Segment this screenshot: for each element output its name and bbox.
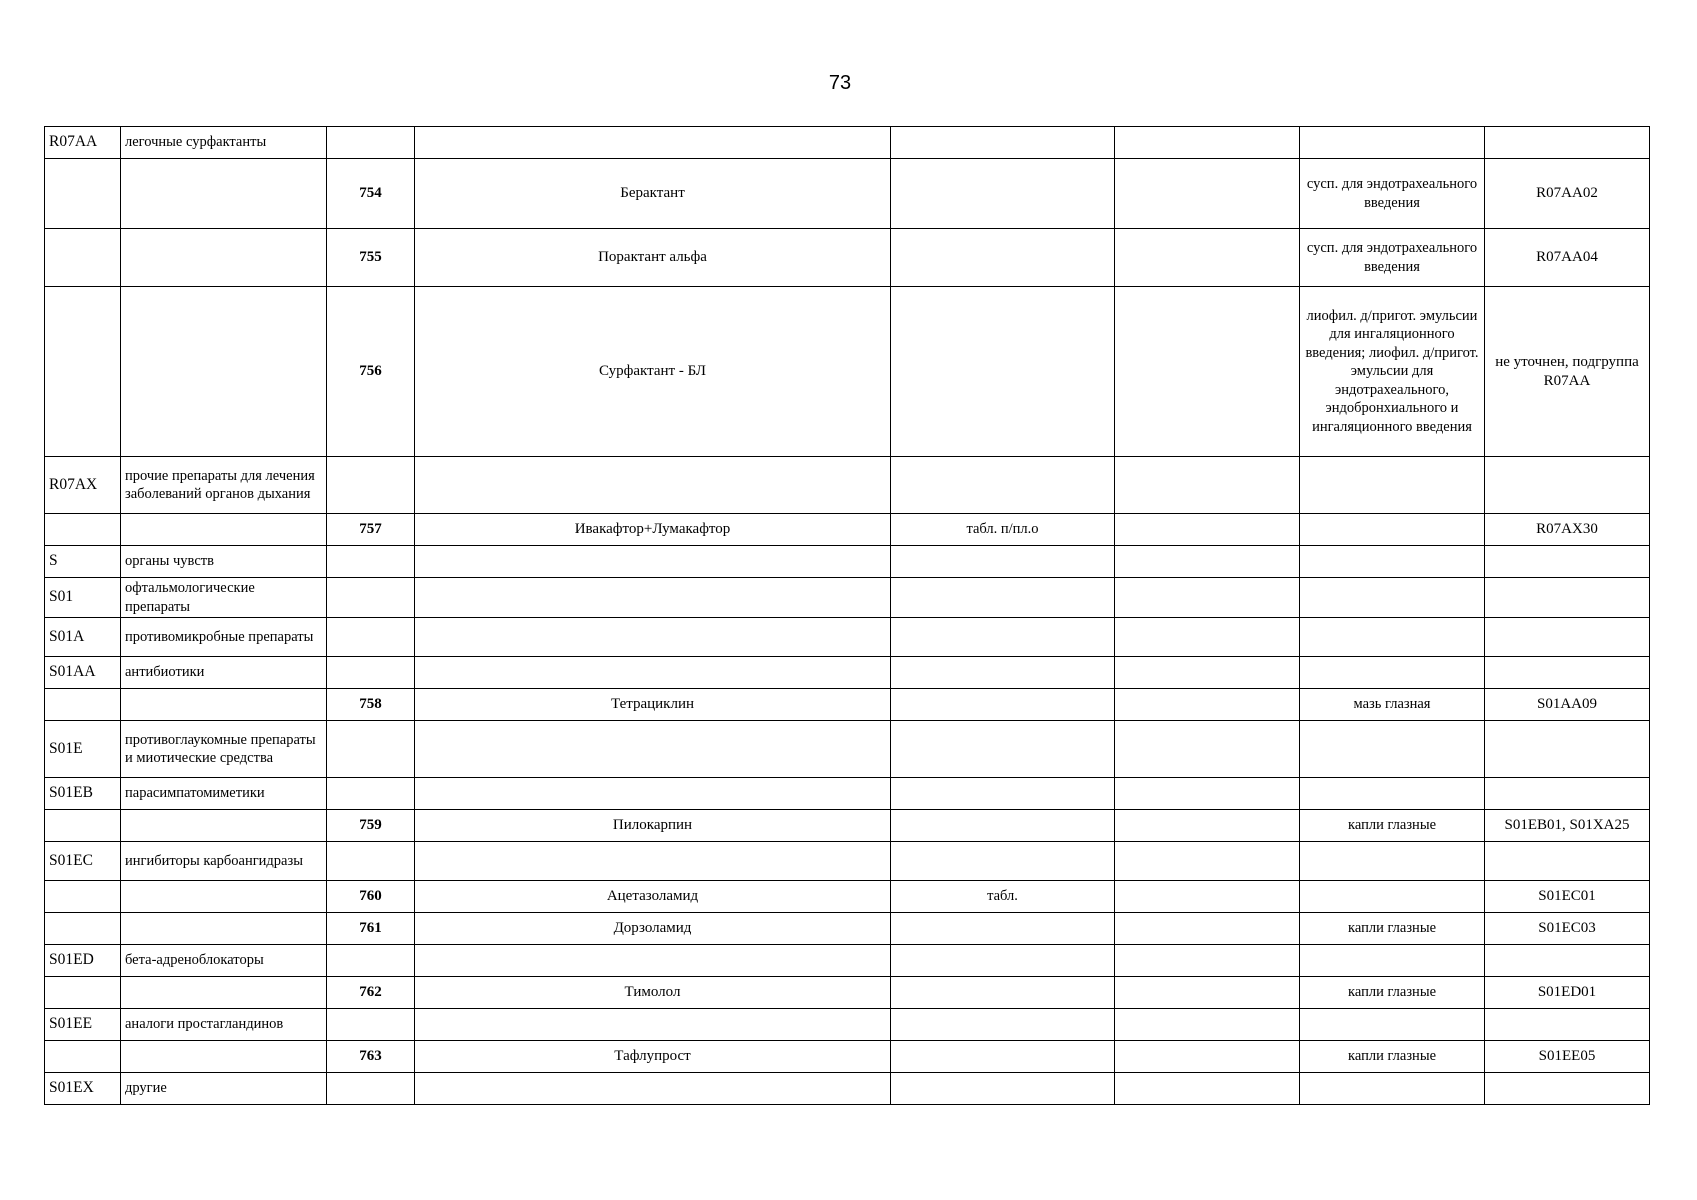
item-number bbox=[327, 721, 415, 778]
dosage-form-secondary bbox=[1300, 514, 1485, 546]
table-row bbox=[45, 578, 1650, 618]
group-description: парасимпатомиметики bbox=[121, 778, 327, 810]
dosage-form-primary: табл. п/пл.о bbox=[891, 514, 1115, 546]
dosage-form-primary bbox=[891, 229, 1115, 287]
table-row bbox=[45, 810, 1650, 842]
table-row bbox=[45, 842, 1650, 881]
table-row bbox=[45, 657, 1650, 689]
empty-column bbox=[1115, 810, 1300, 842]
group-description: ингибиторы карбоангидразы bbox=[121, 842, 327, 881]
dosage-form-secondary: сусп. для эндотрахеального введения bbox=[1300, 229, 1485, 287]
atc-code: не уточнен, подгруппа R07AA bbox=[1485, 287, 1650, 457]
group-description bbox=[121, 689, 327, 721]
empty-column bbox=[1115, 578, 1300, 618]
empty-column bbox=[1115, 1009, 1300, 1041]
drug-name: Сурфактант - БЛ bbox=[415, 287, 891, 457]
dosage-form-secondary: капли глазные bbox=[1300, 913, 1485, 945]
dosage-form-secondary: капли глазные bbox=[1300, 977, 1485, 1009]
atc-group-code bbox=[45, 881, 121, 913]
dosage-form-primary bbox=[891, 977, 1115, 1009]
table-row bbox=[45, 1041, 1650, 1073]
group-description: бета-адреноблокаторы bbox=[121, 945, 327, 977]
item-number: 755 bbox=[327, 229, 415, 287]
atc-code: S01EC03 bbox=[1485, 913, 1650, 945]
dosage-form-secondary bbox=[1300, 657, 1485, 689]
item-number bbox=[327, 657, 415, 689]
dosage-form-secondary: лиофил. д/пригот. эмульсии для ингаляционного введения; лиофил. д/пригот. эмульсии для эндотрахеального, эндобронхиального и ингаляционного введения bbox=[1300, 287, 1485, 457]
dosage-form-primary bbox=[891, 721, 1115, 778]
empty-column bbox=[1115, 657, 1300, 689]
empty-column bbox=[1115, 514, 1300, 546]
empty-column bbox=[1115, 842, 1300, 881]
drug-name: Ивакафтор+Лумакафтор bbox=[415, 514, 891, 546]
atc-code bbox=[1485, 657, 1650, 689]
dosage-form-primary bbox=[891, 842, 1115, 881]
dosage-form-primary bbox=[891, 159, 1115, 229]
atc-code bbox=[1485, 1073, 1650, 1105]
atc-code: S01EC01 bbox=[1485, 881, 1650, 913]
item-number bbox=[327, 457, 415, 514]
atc-group-code bbox=[45, 810, 121, 842]
item-number: 761 bbox=[327, 913, 415, 945]
group-description: другие bbox=[121, 1073, 327, 1105]
dosage-form-primary bbox=[891, 810, 1115, 842]
drug-name bbox=[415, 778, 891, 810]
atc-group-code: S01 bbox=[45, 578, 121, 618]
drug-name: Тафлупрост bbox=[415, 1041, 891, 1073]
empty-column bbox=[1115, 546, 1300, 578]
empty-column bbox=[1115, 229, 1300, 287]
group-description: легочные сурфактанты bbox=[121, 127, 327, 159]
dosage-form-primary bbox=[891, 457, 1115, 514]
item-number: 759 bbox=[327, 810, 415, 842]
dosage-form-secondary bbox=[1300, 546, 1485, 578]
drug-name bbox=[415, 842, 891, 881]
group-description bbox=[121, 1041, 327, 1073]
dosage-form-secondary bbox=[1300, 721, 1485, 778]
group-description: антибиотики bbox=[121, 657, 327, 689]
drug-name bbox=[415, 721, 891, 778]
atc-group-code bbox=[45, 977, 121, 1009]
empty-column bbox=[1115, 945, 1300, 977]
dosage-form-secondary: капли глазные bbox=[1300, 810, 1485, 842]
group-description bbox=[121, 881, 327, 913]
atc-code bbox=[1485, 721, 1650, 778]
dosage-form-primary bbox=[891, 1041, 1115, 1073]
atc-code bbox=[1485, 546, 1650, 578]
item-number bbox=[327, 842, 415, 881]
item-number bbox=[327, 1073, 415, 1105]
group-description bbox=[121, 810, 327, 842]
atc-code: S01AA09 bbox=[1485, 689, 1650, 721]
atc-group-code: S01EC bbox=[45, 842, 121, 881]
table-row bbox=[45, 945, 1650, 977]
atc-code bbox=[1485, 1009, 1650, 1041]
drug-name: Порактант альфа bbox=[415, 229, 891, 287]
drug-name: Тетрациклин bbox=[415, 689, 891, 721]
group-description bbox=[121, 913, 327, 945]
dosage-form-primary bbox=[891, 657, 1115, 689]
drug-name: Ацетазоламид bbox=[415, 881, 891, 913]
dosage-form-secondary bbox=[1300, 618, 1485, 657]
dosage-form-primary: табл. bbox=[891, 881, 1115, 913]
table-row bbox=[45, 977, 1650, 1009]
item-number bbox=[327, 1009, 415, 1041]
item-number: 760 bbox=[327, 881, 415, 913]
dosage-form-secondary: сусп. для эндотрахеального введения bbox=[1300, 159, 1485, 229]
dosage-form-primary bbox=[891, 618, 1115, 657]
group-description: противомикробные препараты bbox=[121, 618, 327, 657]
table-row bbox=[45, 689, 1650, 721]
dosage-form-secondary bbox=[1300, 127, 1485, 159]
item-number: 758 bbox=[327, 689, 415, 721]
group-description bbox=[121, 287, 327, 457]
dosage-form-secondary: капли глазные bbox=[1300, 1041, 1485, 1073]
atc-code: R07AA04 bbox=[1485, 229, 1650, 287]
group-description bbox=[121, 229, 327, 287]
atc-group-code: S01E bbox=[45, 721, 121, 778]
atc-group-code: S01EB bbox=[45, 778, 121, 810]
empty-column bbox=[1115, 1041, 1300, 1073]
item-number: 756 bbox=[327, 287, 415, 457]
drug-name bbox=[415, 1073, 891, 1105]
atc-group-code: S01EE bbox=[45, 1009, 121, 1041]
dosage-form-primary bbox=[891, 945, 1115, 977]
empty-column bbox=[1115, 457, 1300, 514]
drug-name bbox=[415, 657, 891, 689]
group-description bbox=[121, 159, 327, 229]
empty-column bbox=[1115, 1073, 1300, 1105]
atc-code: S01ED01 bbox=[1485, 977, 1650, 1009]
dosage-form-primary bbox=[891, 913, 1115, 945]
table-row bbox=[45, 778, 1650, 810]
empty-column bbox=[1115, 881, 1300, 913]
empty-column bbox=[1115, 127, 1300, 159]
atc-code: S01EE05 bbox=[1485, 1041, 1650, 1073]
dosage-form-secondary: мазь глазная bbox=[1300, 689, 1485, 721]
empty-column bbox=[1115, 689, 1300, 721]
item-number bbox=[327, 618, 415, 657]
drug-name: Пилокарпин bbox=[415, 810, 891, 842]
dosage-form-secondary bbox=[1300, 945, 1485, 977]
dosage-form-secondary bbox=[1300, 881, 1485, 913]
dosage-form-primary bbox=[891, 127, 1115, 159]
dosage-form-secondary bbox=[1300, 778, 1485, 810]
drug-name bbox=[415, 1009, 891, 1041]
dosage-form-primary bbox=[891, 778, 1115, 810]
empty-column bbox=[1115, 159, 1300, 229]
atc-group-code bbox=[45, 514, 121, 546]
item-number bbox=[327, 546, 415, 578]
item-number bbox=[327, 578, 415, 618]
item-number: 754 bbox=[327, 159, 415, 229]
item-number bbox=[327, 945, 415, 977]
page-number: 73 bbox=[828, 72, 852, 94]
table-row bbox=[45, 514, 1650, 546]
drug-name: Дорзоламид bbox=[415, 913, 891, 945]
table-row bbox=[45, 618, 1650, 657]
atc-group-code: S01EX bbox=[45, 1073, 121, 1105]
drug-name: Тимолол bbox=[415, 977, 891, 1009]
dosage-form-primary bbox=[891, 1009, 1115, 1041]
atc-code: R07AA02 bbox=[1485, 159, 1650, 229]
dosage-form-secondary bbox=[1300, 578, 1485, 618]
dosage-form-primary bbox=[891, 287, 1115, 457]
table-row bbox=[45, 127, 1650, 159]
table-row bbox=[45, 1073, 1650, 1105]
dosage-form-secondary bbox=[1300, 842, 1485, 881]
drug-name bbox=[415, 618, 891, 657]
atc-group-code: S bbox=[45, 546, 121, 578]
group-description: аналоги простагландинов bbox=[121, 1009, 327, 1041]
dosage-form-primary bbox=[891, 689, 1115, 721]
group-description: прочие препараты для лечения заболеваний органов дыхания bbox=[121, 457, 327, 514]
atc-group-code: R07AA bbox=[45, 127, 121, 159]
group-description: противоглаукомные препараты и миотические средства bbox=[121, 721, 327, 778]
empty-column bbox=[1115, 618, 1300, 657]
table-row bbox=[45, 287, 1650, 457]
group-description bbox=[121, 977, 327, 1009]
table-row bbox=[45, 1009, 1650, 1041]
atc-group-code bbox=[45, 913, 121, 945]
table-row bbox=[45, 159, 1650, 229]
atc-group-code bbox=[45, 159, 121, 229]
drug-name bbox=[415, 546, 891, 578]
drug-name bbox=[415, 945, 891, 977]
atc-group-code bbox=[45, 229, 121, 287]
dosage-form-primary bbox=[891, 1073, 1115, 1105]
drug-name: Берактант bbox=[415, 159, 891, 229]
atc-group-code: S01AA bbox=[45, 657, 121, 689]
atc-group-code: S01ED bbox=[45, 945, 121, 977]
atc-code bbox=[1485, 618, 1650, 657]
atc-group-code: S01A bbox=[45, 618, 121, 657]
table-row bbox=[45, 913, 1650, 945]
atc-code bbox=[1485, 578, 1650, 618]
atc-code: R07AX30 bbox=[1485, 514, 1650, 546]
table-row bbox=[45, 457, 1650, 514]
atc-code: S01EB01, S01XA25 bbox=[1485, 810, 1650, 842]
atc-group-code bbox=[45, 689, 121, 721]
dosage-form-primary bbox=[891, 578, 1115, 618]
atc-code bbox=[1485, 842, 1650, 881]
empty-column bbox=[1115, 287, 1300, 457]
empty-column bbox=[1115, 977, 1300, 1009]
drug-name bbox=[415, 578, 891, 618]
drug-name bbox=[415, 127, 891, 159]
empty-column bbox=[1115, 778, 1300, 810]
atc-code bbox=[1485, 945, 1650, 977]
item-number: 763 bbox=[327, 1041, 415, 1073]
table-row bbox=[45, 229, 1650, 287]
atc-code bbox=[1485, 778, 1650, 810]
empty-column bbox=[1115, 721, 1300, 778]
dosage-form-secondary bbox=[1300, 1009, 1485, 1041]
item-number: 762 bbox=[327, 977, 415, 1009]
atc-group-code: R07AX bbox=[45, 457, 121, 514]
empty-column bbox=[1115, 913, 1300, 945]
dosage-form-secondary bbox=[1300, 1073, 1485, 1105]
atc-code bbox=[1485, 457, 1650, 514]
group-description: органы чувств bbox=[121, 546, 327, 578]
atc-group-code bbox=[45, 1041, 121, 1073]
dosage-form-primary bbox=[891, 546, 1115, 578]
drug-name bbox=[415, 457, 891, 514]
dosage-form-secondary bbox=[1300, 457, 1485, 514]
table-row bbox=[45, 881, 1650, 913]
table-row bbox=[45, 546, 1650, 578]
drug-table bbox=[44, 126, 1650, 1105]
atc-code bbox=[1485, 127, 1650, 159]
group-description: офтальмологические препараты bbox=[121, 578, 327, 618]
table-row bbox=[45, 721, 1650, 778]
item-number bbox=[327, 127, 415, 159]
item-number: 757 bbox=[327, 514, 415, 546]
item-number bbox=[327, 778, 415, 810]
atc-group-code bbox=[45, 287, 121, 457]
group-description bbox=[121, 514, 327, 546]
